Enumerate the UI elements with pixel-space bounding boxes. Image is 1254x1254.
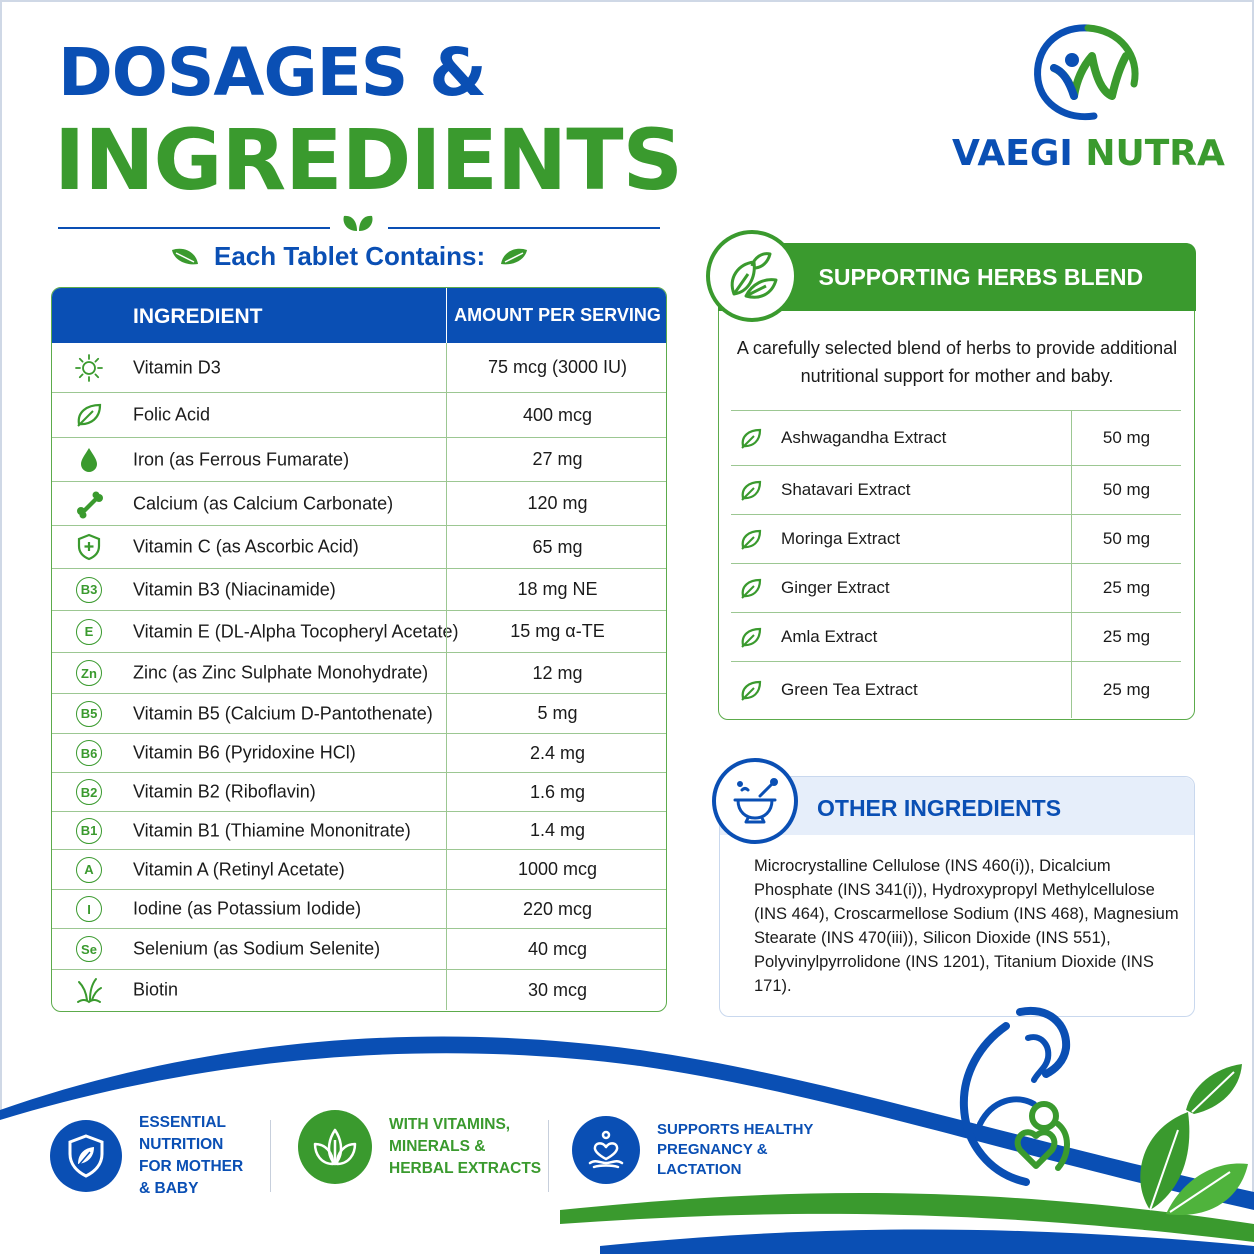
table-row (52, 569, 666, 611)
leaf-icon (739, 427, 763, 449)
ingredient-name: Iodine (as Potassium Iodide) (133, 898, 362, 919)
e-badge-icon (70, 617, 108, 647)
subtitle (170, 241, 560, 272)
hair-strand-icon (70, 975, 108, 1005)
ingredient-amount: 400 mcg (446, 393, 667, 437)
brand-name (952, 133, 1225, 174)
table-header (52, 288, 666, 343)
leaf-icon (340, 212, 376, 234)
badge-text: Se (76, 936, 102, 962)
ingredient-amount: 27 mg (446, 438, 667, 481)
herb-name: Ashwagandha Extract (781, 428, 947, 447)
i-badge-icon (70, 894, 108, 924)
drop-icon (70, 445, 108, 475)
mortar-pestle-icon (712, 758, 798, 844)
ingredient-name: Vitamin E (DL-Alpha Tocopheryl Acetate) (133, 621, 459, 641)
bone-icon (70, 489, 108, 519)
b3-badge-icon (70, 575, 108, 605)
table-row (52, 653, 666, 694)
badge-text: B6 (76, 740, 102, 766)
table-row (731, 466, 1181, 515)
ingredient-amount: 40 mcg (446, 929, 667, 969)
header-ingredient: INGREDIENT (133, 305, 263, 328)
heart-mother-icon (572, 1116, 640, 1184)
leaf-icon (739, 626, 763, 648)
table-row (52, 970, 666, 1010)
badge-text: B5 (76, 701, 102, 727)
herbs-title: SUPPORTING HERBS BLEND (818, 263, 1144, 290)
feature-divider (548, 1120, 549, 1192)
brand-name-part-1: VAEGI (952, 133, 1073, 174)
ingredient-amount: 1000 mcg (446, 850, 667, 889)
title-divider-right (388, 227, 660, 229)
ingredient-amount: 65 mg (446, 526, 667, 568)
table-row (731, 564, 1181, 613)
title-divider-left (58, 227, 330, 229)
ingredient-name: Vitamin C (as Ascorbic Acid) (133, 536, 359, 557)
herb-name: Ginger Extract (781, 578, 890, 597)
shield-plus-icon (70, 532, 108, 562)
feature-nutrition (50, 1112, 243, 1200)
a-badge-icon (70, 855, 108, 885)
herb-amount: 25 mg (1071, 564, 1181, 612)
brand-name-part-2: NUTRA (1085, 133, 1225, 174)
se-badge-icon (70, 934, 108, 964)
ingredient-name: Vitamin D3 (133, 357, 221, 377)
table-row (52, 482, 666, 526)
table-row (52, 438, 666, 482)
ingredient-name: Vitamin B1 (Thiamine Mononitrate) (133, 820, 411, 840)
other-ingredients-text: Microcrystalline Cellulose (INS 460(i)), Dicalcium Phosphate (INS 341(i)), Hydroxypropyl Methylcellulose (INS 464), Croscarmellose Sodium (INS 468), Magnesium Stearate (INS 470(iii)), Silicon Dioxide (INS 551), Polyvinylpyrrolidone (INS 1201), Titanium Dioxide (INS 171). (754, 857, 1179, 995)
table-row (52, 890, 666, 929)
table-row (52, 393, 666, 438)
sun-icon (70, 353, 108, 383)
leaves-icon (298, 1110, 372, 1184)
table-row (52, 850, 666, 890)
table-row (52, 812, 666, 850)
decorative-leaves-icon (1110, 1060, 1250, 1220)
feature-label: ESSENTIAL NUTRITION FOR MOTHER & BABY (139, 1114, 244, 1197)
badge-text: A (76, 857, 102, 883)
herb-amount: 50 mg (1071, 515, 1181, 563)
ingredient-name: Vitamin B2 (Riboflavin) (133, 781, 316, 802)
table-row (52, 611, 666, 653)
ingredient-name: Vitamin B3 (Niacinamide) (133, 579, 336, 599)
leaf-icon (499, 246, 529, 268)
herb-name: Moringa Extract (781, 529, 901, 548)
feature-label: WITH VITAMINS, MINERALS & HERBAL EXTRACTS (389, 1116, 542, 1177)
ingredient-amount: 2.4 mg (446, 734, 667, 772)
herb-amount: 25 mg (1071, 613, 1181, 661)
badge-text: I (76, 896, 102, 922)
ingredient-amount: 15 mg α-TE (446, 611, 667, 652)
ingredient-name: Vitamin B5 (Calcium D-Pantothenate) (133, 703, 433, 723)
herb-name: Green Tea Extract (781, 680, 918, 699)
ingredient-amount: 1.4 mg (446, 812, 667, 849)
ingredient-amount: 12 mg (446, 653, 667, 693)
ingredient-amount: 1.6 mg (446, 773, 667, 811)
herb-name: Amla Extract (781, 627, 878, 646)
ingredient-name: Iron (as Ferrous Fumarate) (133, 449, 350, 469)
ingredient-name: Biotin (133, 979, 179, 1000)
table-row (52, 526, 666, 569)
ingredient-name: Selenium (as Sodium Selenite) (133, 938, 381, 959)
subtitle-text: Each Tablet Contains: (214, 241, 486, 271)
ingredient-name: Calcium (as Calcium Carbonate) (133, 493, 394, 513)
herb-name: Shatavari Extract (781, 480, 911, 499)
table-row (52, 773, 666, 812)
table-row (52, 694, 666, 734)
b6-badge-icon (70, 738, 108, 768)
ingredient-amount: 30 mcg (446, 970, 667, 1010)
ingredient-amount: 5 mg (446, 694, 667, 733)
header-amount: AMOUNT PER SERVING (446, 288, 667, 343)
herb-amount: 50 mg (1071, 411, 1181, 465)
table-body (52, 343, 666, 1010)
badge-text: B2 (76, 779, 102, 805)
badge-text: Zn (76, 660, 102, 686)
b5-badge-icon (70, 699, 108, 729)
mother-baby-icon (950, 1004, 1100, 1194)
shield-leaf-icon (50, 1120, 122, 1192)
herb-leaves-icon (706, 230, 798, 322)
ingredient-name: Vitamin B6 (Pyridoxine HCl) (133, 742, 356, 763)
title-line-2: INGREDIENTS (54, 111, 683, 209)
ingredients-table (51, 287, 667, 1012)
table-row (731, 613, 1181, 662)
badge-text: E (76, 619, 102, 645)
b1-badge-icon (70, 816, 108, 846)
figure-n-logo-icon (1028, 22, 1146, 122)
leaf-icon (739, 528, 763, 550)
feature-pregnancy (572, 1116, 813, 1184)
b2-badge-icon (70, 777, 108, 807)
ingredient-amount: 75 mcg (3000 IU) (446, 343, 667, 392)
leaf-icon (170, 246, 200, 268)
herbs-table (731, 410, 1181, 718)
feature-label: SUPPORTS HEALTHY PREGNANCY & LACTATION (657, 1121, 814, 1178)
zn-badge-icon (70, 658, 108, 688)
title-line-1: DOSAGES & (58, 34, 486, 111)
ingredient-amount: 220 mcg (446, 890, 667, 928)
ingredient-name: Folic Acid (133, 404, 211, 425)
leaf-icon (70, 400, 108, 430)
table-row (52, 929, 666, 970)
other-ingredients-title: OTHER INGREDIENTS (817, 795, 1062, 821)
badge-text: B1 (76, 818, 102, 844)
herb-amount: 25 mg (1071, 662, 1181, 718)
leaf-icon (739, 479, 763, 501)
herb-amount: 50 mg (1071, 466, 1181, 514)
feature-vitamins (298, 1110, 541, 1184)
badge-text: B3 (76, 577, 102, 603)
table-row (52, 734, 666, 773)
ingredient-name: Vitamin A (Retinyl Acetate) (133, 859, 345, 879)
herbs-description: A carefully selected blend of herbs to provide additional nutritional support for mother and baby. (736, 338, 1178, 386)
leaf-icon (739, 679, 763, 701)
ingredient-name: Zinc (as Zinc Sulphate Monohydrate) (133, 662, 429, 683)
table-row (731, 411, 1181, 466)
leaf-icon (739, 577, 763, 599)
table-row (731, 662, 1181, 718)
table-row (52, 343, 666, 393)
ingredient-amount: 18 mg NE (446, 569, 667, 610)
table-row (731, 515, 1181, 564)
feature-divider (270, 1120, 271, 1192)
ingredient-amount: 120 mg (446, 482, 667, 525)
